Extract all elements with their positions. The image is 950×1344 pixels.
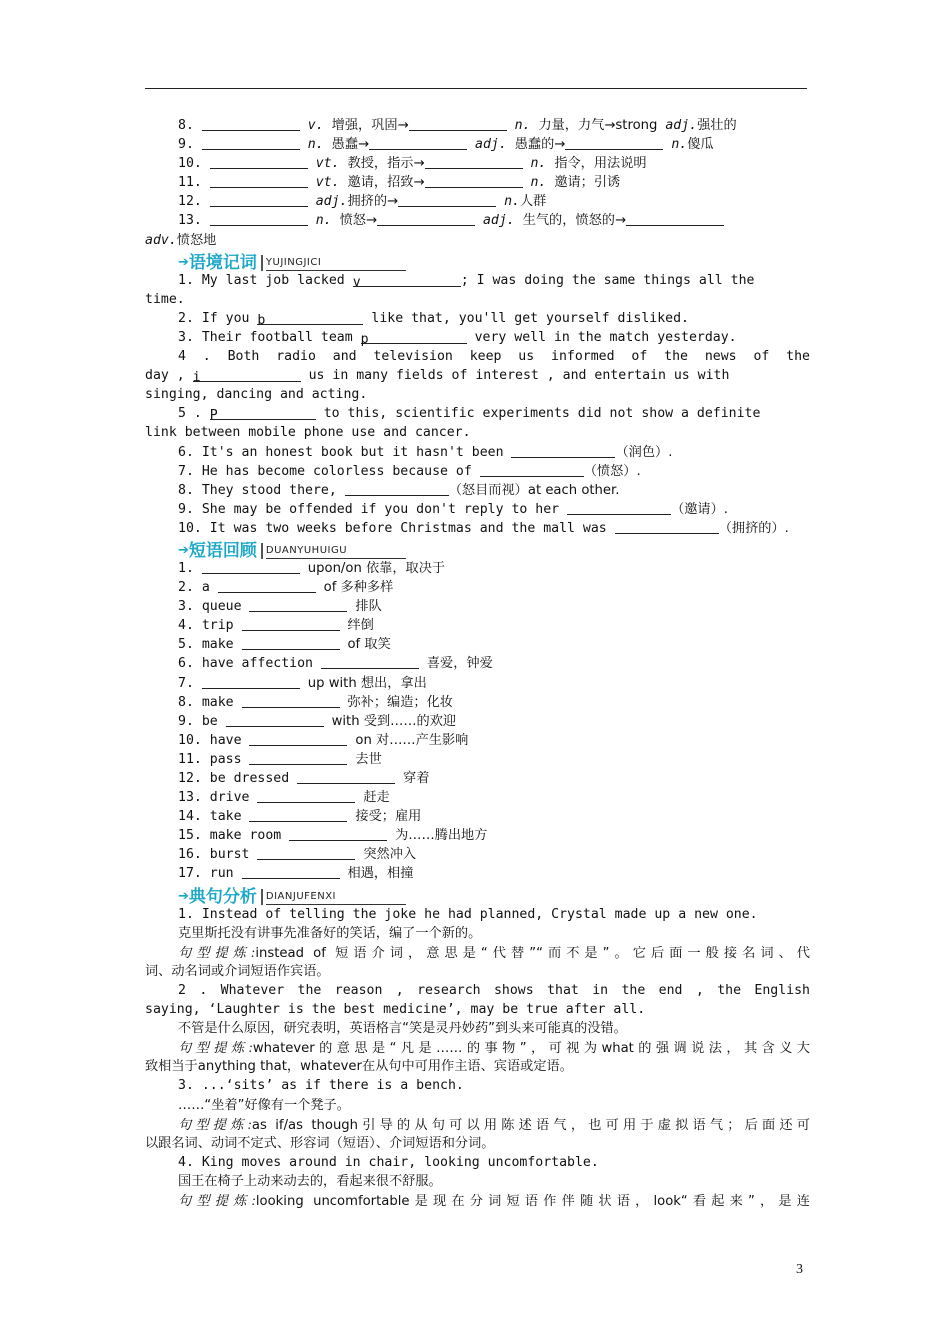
answer-blank[interactable] [409,117,507,131]
answer-blank[interactable] [218,579,316,593]
answer-blank[interactable] [242,865,340,879]
answer-blank[interactable] [249,732,347,746]
answer-blank[interactable] [289,827,387,841]
answer-blank[interactable]: p [361,330,467,344]
answer-blank[interactable] [210,193,308,207]
answer-blank[interactable] [369,136,467,150]
answer-blank[interactable] [202,117,300,131]
word-item-12: 12. adj.拥挤的→ n.人群 [178,194,547,210]
answer-blank[interactable] [226,713,324,727]
analysis-translation-3: ……“坐着”好像有一个凳子。 [178,1097,350,1113]
context-item-5: 5 . P to this, scientific experiments did not show a definite [178,406,761,424]
arrow-icon: ➔ [178,254,189,270]
phrase-item: 9. be with 受到……的欢迎 [178,713,457,729]
section-title: 短语回顾 [188,540,257,561]
phrase-item: 6. have affection 喜爱，钟爱 [178,656,493,672]
word-item-8: 8. v. 增强，巩固→ n. 力量，力气→strong adj.强壮的 [178,118,737,133]
answer-blank[interactable] [210,174,308,188]
context-item-1: 1. My last job lacked v ; I was doing the same things all the [178,272,755,290]
context-item-2: 2. If you b like that, you'll get yourself disliked. [178,310,689,328]
word-item-13: 13. n. 愤怒→ adj. 生气的，愤怒的→ [145,211,810,230]
phrase-list [145,559,810,884]
answer-blank[interactable] [425,155,523,169]
answer-blank[interactable] [321,655,419,669]
answer-blank[interactable] [425,174,523,188]
answer-blank[interactable] [345,482,449,496]
answer-blank[interactable] [257,846,355,860]
answer-blank[interactable] [297,770,395,784]
analysis-hint-3-cont: 以跟名词、动词不定式、形容词（短语）、介词短语和分词。 [145,1135,495,1151]
word-item-9: 9. n. 愚蠢→ adj. 愚蠢的→ n.傻瓜 [178,137,714,153]
word-item-10: 10. vt. 教授，指示→ n. 指令，用法说明 [178,156,647,172]
phrase-item: 8. make 弥补；编造；化妆 [178,694,453,710]
analysis-sentence-3: 3. ...‘sits’ as if there is a bench. [178,1078,464,1094]
answer-blank[interactable] [202,675,300,689]
analysis-sentence-1: 1. Instead of telling the joke he had planned, Crystal made up a new one. [178,906,758,922]
page-number: 3 [796,1262,803,1277]
answer-blank[interactable]: P [210,406,316,420]
answer-blank[interactable]: i [193,368,301,382]
analysis-sentence-4: 4. King moves around in chair, looking uncomfortable. [178,1154,599,1170]
answer-blank[interactable] [210,212,308,226]
context-item-7: 7. He has become colorless because of （愤怒）. [178,463,641,479]
analysis-translation-2: 不管是什么原因，研究表明，英语格言“笑是灵丹妙药”到头来可能真的没错。 [178,1021,627,1037]
phrase-item: 3. queue 排队 [178,599,382,615]
analysis-sentence-2: 2 . Whatever the reason , research shows that in the end , the English [178,982,810,998]
phrase-item: 1. upon/on 依靠，取决于 [178,560,446,576]
section-pinyin: YUJINGJICI [266,257,406,271]
context-item-4-cont: day , i us in many fields of interest , and entertain us with [145,368,730,386]
context-item-10: 10. It was two weeks before Christmas and the mall was （拥挤的）. [178,520,789,536]
answer-blank[interactable] [626,212,724,226]
divider [261,543,263,559]
answer-blank[interactable] [565,136,663,150]
worksheet-page [145,116,810,1210]
answer-blank[interactable] [242,694,340,708]
analysis-hint-1-cont: 词、动名词或介词短语作宾语。 [145,963,330,979]
answer-blank[interactable] [511,444,615,458]
answer-blank[interactable] [567,501,671,515]
phrase-item: 5. make of 取笑 [178,637,391,653]
answer-blank[interactable] [242,617,340,631]
context-item-1-cont: time. [145,291,185,307]
context-item-6: 6. It's an honest book but it hasn't been （润色）. [178,444,673,460]
answer-blank[interactable]: b [257,311,363,325]
phrase-item: 17. run 相遇，相撞 [178,866,414,882]
context-item-8: 8. They stood there, （怒目而视）at each other. [178,482,620,498]
phrase-item: 15. make room 为……腾出地方 [178,828,488,844]
word-item-13-continued: adv.愤怒地 [145,232,217,248]
answer-blank[interactable] [249,751,347,765]
phrase-item: 12. be dressed 穿着 [178,771,430,786]
answer-blank[interactable] [615,520,719,534]
answer-blank[interactable] [249,808,347,822]
answer-blank[interactable]: v [353,273,461,287]
phrase-item: 7. up with 想出，拿出 [178,675,427,691]
analysis-hint-4: 句型提炼:looking uncomfortable是现在分词短语作伴随状语，look“看起来”，是连 [178,1192,810,1209]
context-item-5-cont: link between mobile phone use and cancer. [145,425,471,441]
phrase-item: 11. pass 去世 [178,751,382,767]
divider [261,255,263,271]
phrase-item: 16. burst 突然冲入 [178,847,417,863]
analysis-sentence-2-cont: saying, ‘Laughter is the best medicine’, may be true after all. [145,1002,646,1018]
section-title: 典句分析 [188,886,257,907]
section-pinyin: DIANJUFENXI [266,891,406,905]
context-item-4-cont2: singing, dancing and acting. [145,387,368,403]
answer-blank[interactable] [249,598,347,612]
analysis-translation-1: 克里斯托没有讲事先准备好的笑话，编了一个新的。 [178,925,482,941]
divider [261,889,263,905]
answer-blank[interactable] [202,136,300,150]
phrase-item: 13. drive 赶走 [178,790,390,806]
phrase-item: 2. a of 多种多样 [178,580,394,596]
section-title: 语境记词 [188,252,257,273]
arrow-icon: ➔ [178,542,189,558]
section-pinyin: DUANYUHUIGU [266,545,406,559]
section-header-analysis [178,885,810,907]
context-item-3: 3. Their football team p very well in the match yesterday. [178,329,737,347]
phrase-item: 4. trip 绊倒 [178,618,374,634]
section-header-context [178,251,810,273]
analysis-hint-1: 句型提炼:instead of 短语介词，意思是“代替”“而不是”。它后面一般接名词、代 [178,944,810,961]
answer-blank[interactable] [480,463,584,477]
arrow-icon: ➔ [178,888,189,904]
context-item-4: 4 . Both radio and television keep us informed of the news of the [178,349,810,365]
answer-blank[interactable] [202,560,300,574]
answer-blank[interactable] [242,636,340,650]
analysis-hint-3: 句型提炼:as if/as though引导的从句可以用陈述语气，也可用于虚拟语气；后面还可 [178,1116,810,1133]
answer-blank[interactable] [257,789,355,803]
analysis-hint-2: 句型提炼:whatever的意思是“凡是……的事物”，可视为what的强调说法，其含义大 [178,1040,810,1057]
header-rule [145,88,807,89]
phrase-item: 14. take 接受；雇用 [178,809,422,825]
word-item-11: 11. vt. 邀请，招致→ n. 邀请；引诱 [178,175,621,191]
phrase-item: 10. have on 对……产生影响 [178,732,469,748]
answer-blank[interactable] [377,212,475,226]
analysis-translation-4: 国王在椅子上动来动去的，看起来很不舒服。 [178,1173,442,1189]
section-header-phrases [178,539,810,561]
analysis-hint-2-cont: 致相当于anything that，whatever在从句中可用作主语、宾语或定语。 [145,1059,573,1075]
answer-blank[interactable] [398,193,496,207]
answer-blank[interactable] [210,155,308,169]
context-item-9: 9. She may be offended if you don't reply to her （邀请）. [178,501,729,517]
